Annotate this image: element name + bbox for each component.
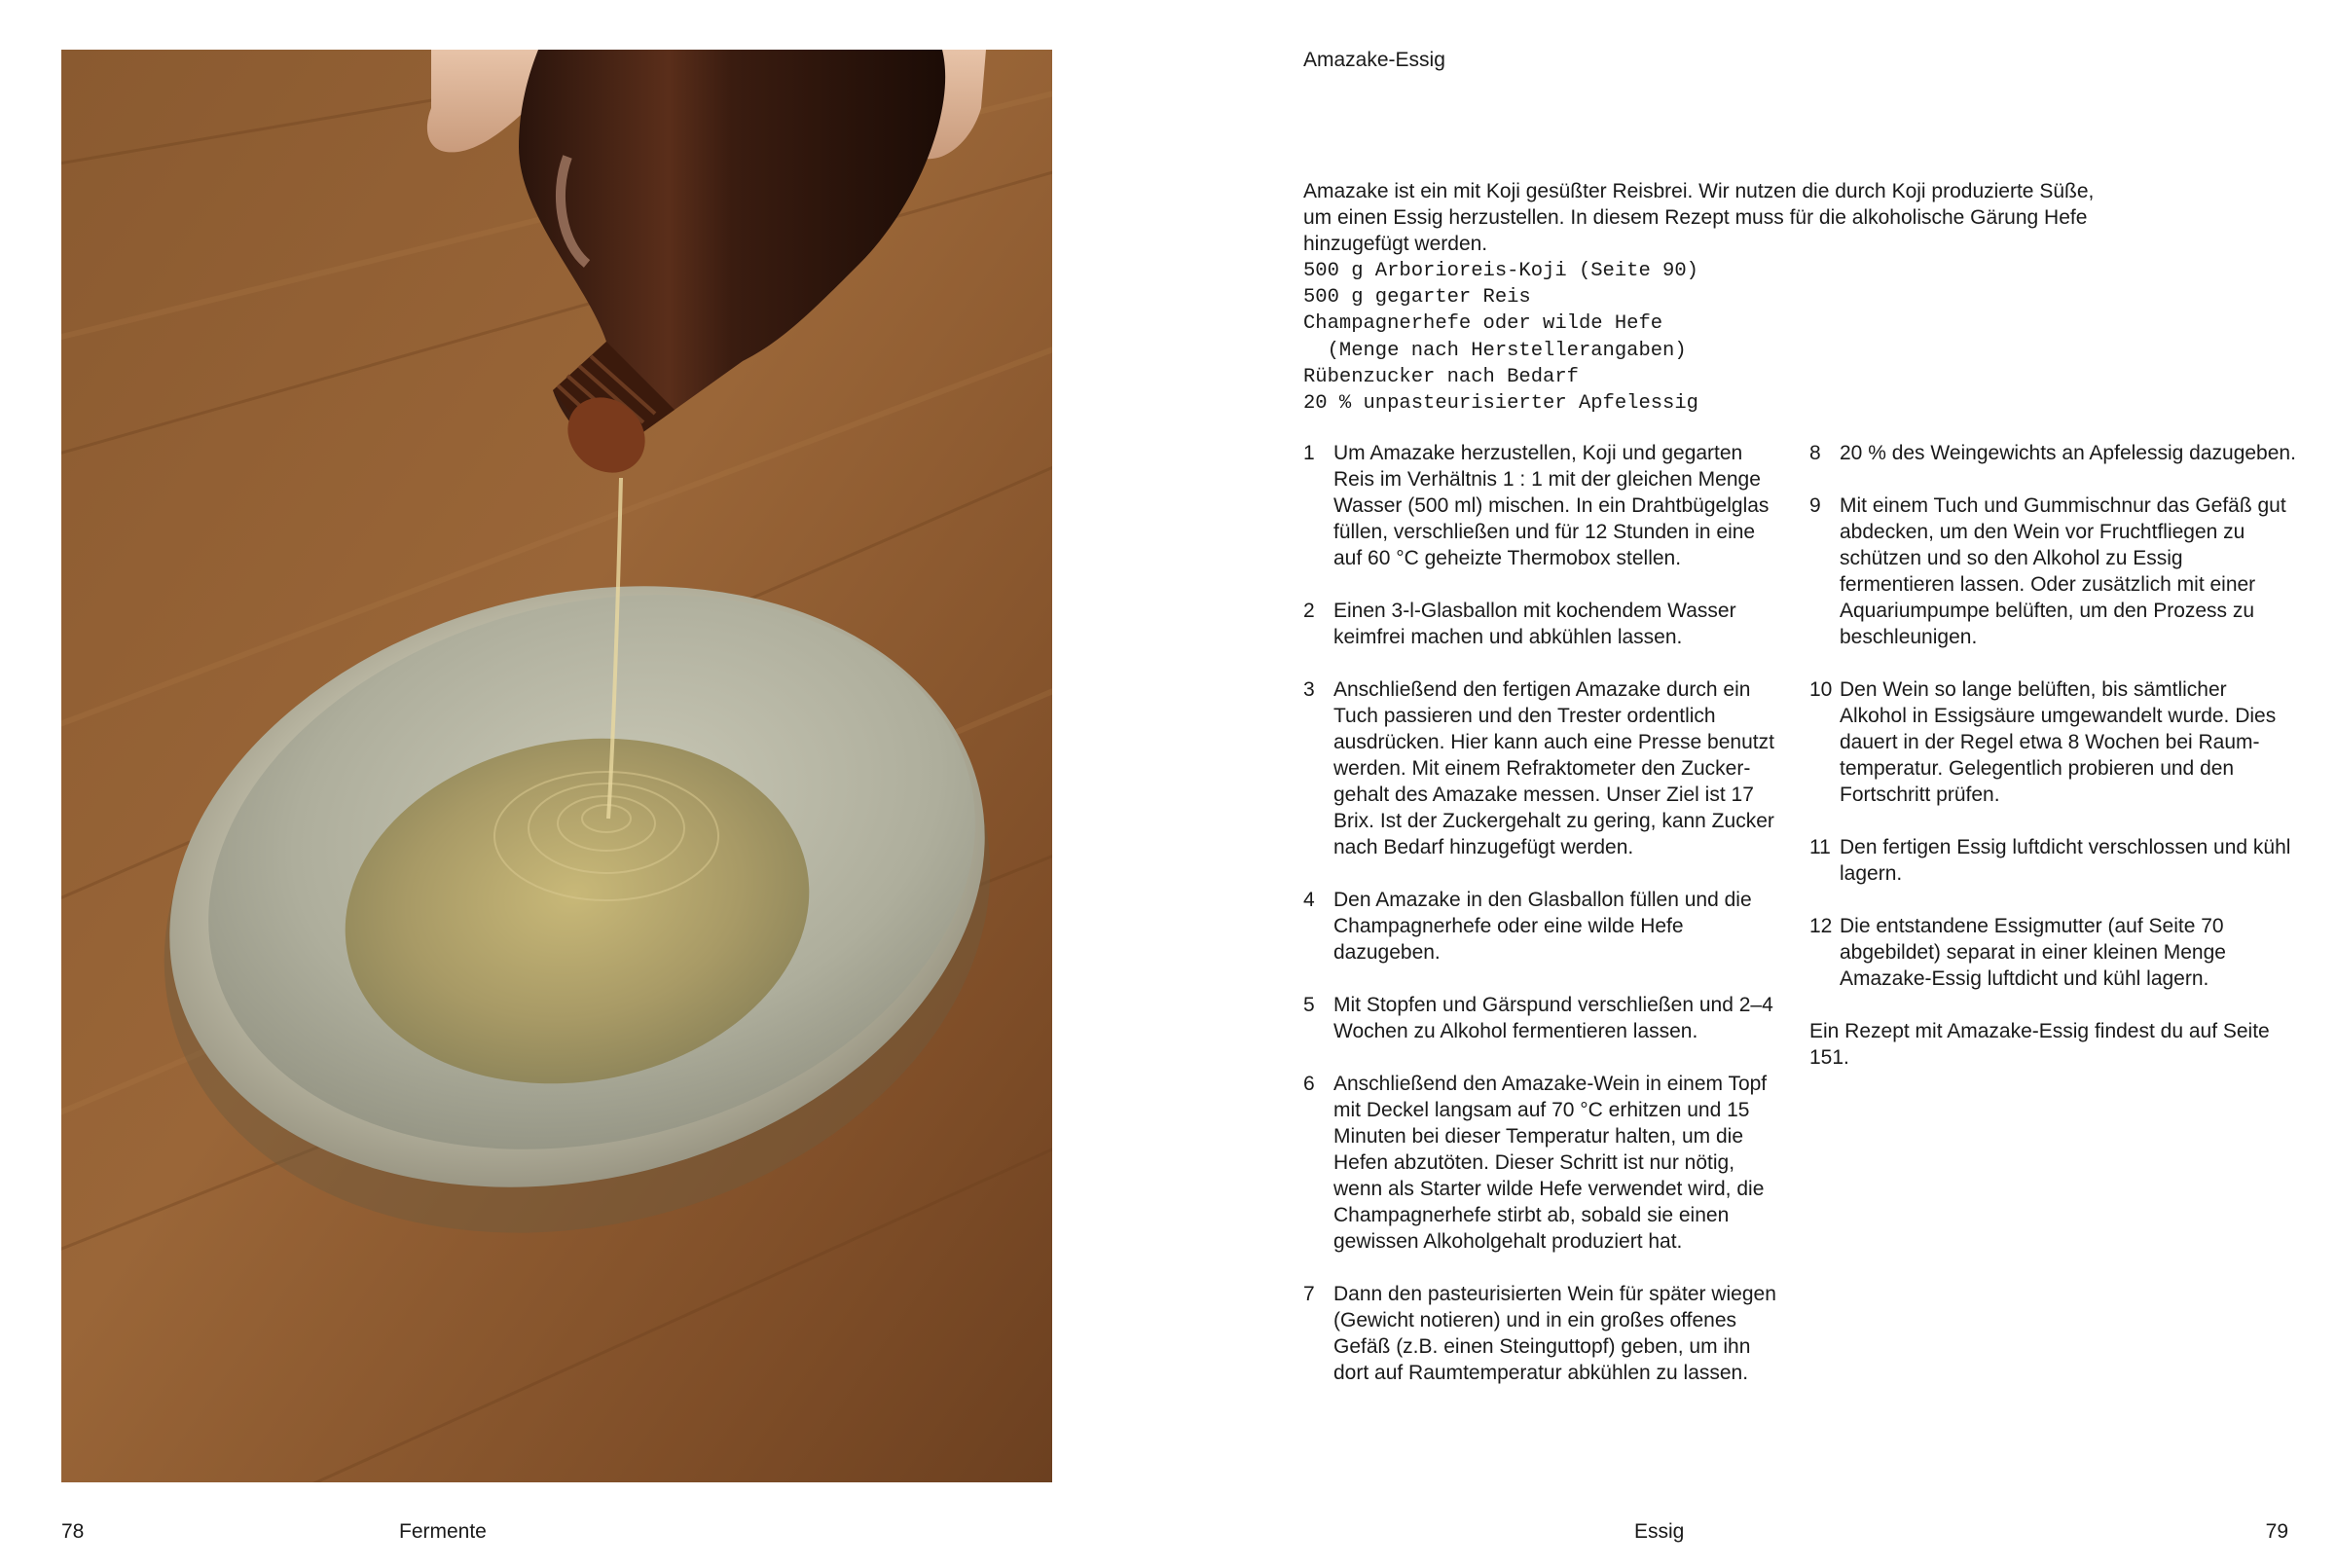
- recipe-step: [1809, 913, 2296, 992]
- ingredient-item: 500 g Arborioreis-Koji (Seite 90): [1303, 260, 1698, 282]
- step-text: Den fertigen Essig luftdicht verschlossen und kühl lagern.: [1840, 836, 2291, 885]
- steps-column-left: [1303, 440, 1786, 1412]
- recipe-intro: Amazake ist ein mit Koji gesüßter Reisbrei. Wir nutzen die durch Koji produzierte Süße, um einen Essig herzustellen. In diesem Rezept muss für die alkoholische Gärung Hefe hinzugefügt werden.: [1303, 180, 2095, 255]
- step-number: 1: [1303, 442, 1315, 464]
- step-text: Die entstandene Essigmutter (auf Seite 70 abgebildet) separat in einer kleinen Menge Amazake-Essig luftdicht und kühl lagern.: [1840, 915, 2226, 990]
- step-number: 6: [1303, 1073, 1315, 1095]
- ingredient-list: [1303, 258, 1698, 417]
- recipe-step: [1303, 440, 1786, 571]
- page-number-right: 79: [2265, 1520, 2288, 1543]
- step-number: 4: [1303, 889, 1315, 911]
- recipe-step: [1303, 1071, 1786, 1255]
- step-text: Anschließend den Amazake-Wein in einem Topf mit Deckel langsam auf 70 °C erhitzen und 15 Minuten bei dieser Temperatur halten, um die Hefen abzutöten. Dieser Schritt ist nur nötig, wenn als Starter wilde Hefe verwendet wird, die Champagnerhefe stirbt ab, sobald sie einen gewissen Alkoholgehalt produziert hat.: [1333, 1073, 1768, 1253]
- recipe-step: [1303, 992, 1786, 1044]
- recipe-photo: [61, 50, 1052, 1482]
- step-number: 3: [1303, 678, 1315, 701]
- recipe-step: [1809, 676, 2296, 808]
- step-text: Einen 3-l-Glasballon mit kochendem Wasser keimfrei machen und abkühlen lassen.: [1333, 600, 1736, 648]
- step-number: 12: [1809, 915, 1833, 937]
- step-number: 11: [1809, 836, 1831, 858]
- step-number: 9: [1809, 494, 1821, 517]
- ingredient-item: (Menge nach Herstellerangaben): [1303, 339, 1687, 362]
- steps-column-right: [1809, 440, 2296, 1071]
- step-number: 7: [1303, 1283, 1315, 1305]
- running-title-left: Fermente: [399, 1520, 487, 1543]
- step-number: 10: [1809, 678, 1833, 701]
- recipe-step: [1809, 834, 2296, 887]
- recipe-step: [1809, 440, 2296, 466]
- recipe-note: Ein Rezept mit Amazake-Essig findest du auf Seite 151.: [1809, 1020, 2270, 1069]
- step-text: Anschließend den fertigen Amazake durch ein Tuch passieren und den Trester ordentlich ausdrücken. Hier kann auch eine Presse benutzt werden. Mit einem Refraktometer den Zuckergehalt des Amazake messen. Unser Ziel ist 17 Brix. Ist der Zuckergehalt zu gering, kann Zucker nach Bedarf hinzugefügt werden.: [1333, 678, 1774, 858]
- step-text: Dann den pasteurisierten Wein für später wiegen (Gewicht notieren) und in ein großes offenes Gefäß (z.B. einen Steinguttopf) geben, um ihn dort auf Raumtemperatur abkühlen zu lassen.: [1333, 1283, 1776, 1384]
- page-number-left: 78: [61, 1520, 85, 1543]
- step-number: 5: [1303, 994, 1315, 1016]
- running-title-right: Essig: [1634, 1520, 1685, 1543]
- step-text: Um Amazake herzustellen, Koji und gegarten Reis im Verhältnis 1 : 1 mit der gleichen Menge Wasser (500 ml) mischen. In ein Drahtbügelglas füllen, verschließen und für 12 Stunden in eine auf 60 °C geheizte Thermobox stellen.: [1333, 442, 1770, 569]
- recipe-step: [1809, 492, 2296, 650]
- recipe-step: [1303, 887, 1786, 966]
- step-text: Den Amazake in den Glasballon füllen und die Champagnerhefe oder eine wilde Hefe dazugeben.: [1333, 889, 1752, 964]
- ingredient-item: 20 % unpasteurisierter Apfelessig: [1303, 392, 1698, 416]
- recipe-step: [1303, 598, 1786, 650]
- step-number: 8: [1809, 442, 1821, 464]
- step-number: 2: [1303, 600, 1315, 622]
- step-text: Mit Stopfen und Gärspund verschließen und 2–4 Wochen zu Alkohol fermentieren lassen.: [1333, 994, 1773, 1042]
- step-text: 20 % des Weingewichts an Apfelessig dazugeben.: [1840, 442, 2296, 464]
- ingredient-item: Rübenzucker nach Bedarf: [1303, 365, 1579, 388]
- ingredient-item: 500 g gegarter Reis: [1303, 286, 1531, 310]
- recipe-step: [1303, 1281, 1786, 1386]
- step-text: Den Wein so lange belüften, bis sämtlicher Alkohol in Essigsäure umgewandelt wurde. Dies dauert in der Regel etwa 8 Wochen bei Raumtemperatur. Gelegentlich probieren und den Fortschritt prüfen.: [1840, 678, 2277, 806]
- ingredient-item: Champagnerhefe oder wilde Hefe: [1303, 312, 1663, 336]
- step-text: Mit einem Tuch und Gummischnur das Gefäß gut abdecken, um den Wein vor Fruchtfliegen zu schützen und so den Alkohol zu Essig fermentieren lassen. Oder zusätzlich mit einer Aquariumpumpe belüften, um den Prozess zu beschleunigen.: [1840, 494, 2286, 648]
- recipe-title: Amazake-Essig: [1303, 49, 1445, 71]
- recipe-step: [1303, 676, 1786, 860]
- photo-illustration: [61, 50, 1052, 1482]
